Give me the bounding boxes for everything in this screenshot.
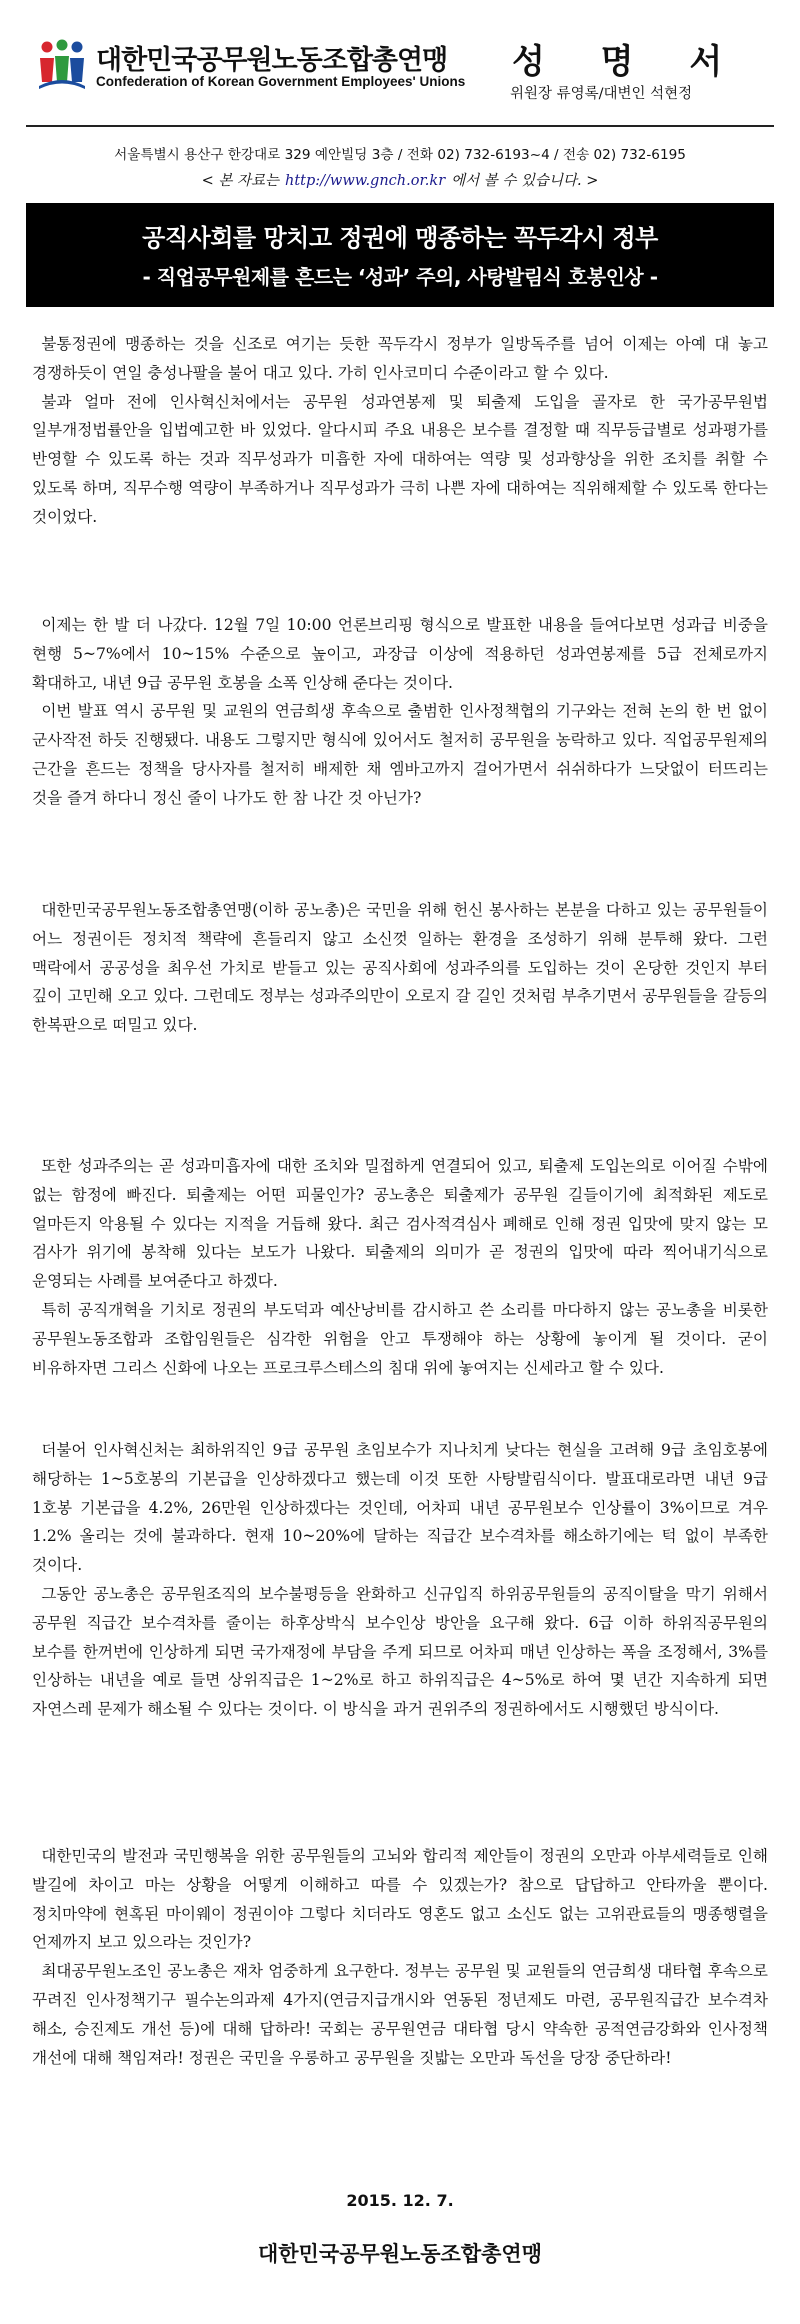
body-section-5	[32, 1436, 768, 1724]
header-divider	[26, 125, 774, 127]
body-paragraph: 대한민국공무원노동조합총연맹(이하 공노총)은 국민을 위해 헌신 봉사하는 본분을 다하고 있는 공무원들이 어느 정권이든 정치적 책략에 흔들리지 않고 소신껏 일하는 환경을 조성하기 위해 분투해 왔다. 그런 맥락에서 공공성을 최우선 가치로 받들고 있는 공직사회에 성과주의를 도입하는 것이 온당한 것인지 부터 깊이 고민해 오고 있다. 그런데도 정부는 성과주의만이 오로지 갈 길인 것처럼 부추기면서 공무원들을 갈등의 한복판으로 떠밀고 있다.	[32, 901, 768, 1035]
website-link[interactable]: http://www.gnch.or.kr	[285, 173, 446, 189]
document-title: 성 명 서	[512, 42, 745, 82]
website-notice	[0, 169, 800, 190]
body-paragraph: 이제는 한 발 더 나갔다. 12월 7일 10:00 언론브리핑 형식으로 발표한 내용을 들여다보면 성과급 비중을 현행 5~7%에서 10~15% 수준으로 높이고, 과장급 이상에 적용하던 성과연봉제를 5급 전체로까지 확대하고, 내년 9급 공무원 호봉을 소폭 인상해 준다는 것이다.	[32, 616, 768, 692]
headline-banner	[26, 203, 774, 307]
body-paragraph: 불과 얼마 전에 인사혁신처에서는 공무원 성과연봉제 및 퇴출제 도입을 골자로 한 국가공무원법 일부개정법률안을 입법예고한 바 있었다. 알다시피 주요 내용은 보수를 결정할 때 직무등급별로 성과평가를 반영할 수 있도록 하는 것과 직무성과가 미흡한 자에 대하여는 역량 및 성과향상을 위한 조치를 취할 수 있도록 하며, 직무수행 역량이 부족하거나 직무성과가 극히 나쁜 자에 대하여는 직위해제할 수 있도록 한다는 것이었다.	[32, 392, 768, 526]
union-logo-icon	[38, 38, 86, 90]
body-paragraph: 불통정권에 맹종하는 것을 신조로 여기는 듯한 꼭두각시 정부가 일방독주를 넘어 이제는 아예 대 놓고 경쟁하듯이 연일 충성나팔을 불어 대고 있다. 가히 인사코미디 수준이라고 할 수 있다.	[32, 335, 768, 382]
body-paragraph: 특히 공직개혁을 기치로 정권의 부도덕과 예산낭비를 감시하고 쓴 소리를 마다하지 않는 공노총을 비롯한 공무원노동조합과 조합임원들은 심각한 위험을 안고 투쟁해야 하는 상황에 놓이게 될 것이다. 굳이 비유하자면 그리스 신화에 나오는 프로크루스테스의 침대 위에 놓여지는 신세라고 할 수 있다.	[32, 1300, 768, 1377]
body-section-2	[32, 611, 768, 813]
body-paragraph: 이번 발표 역시 공무원 및 교원의 연금희생 후속으로 출범한 인사정책협의 기구와는 전혀 논의 한 번 없이 군사작전 하듯 진행됐다. 내용도 그렇지만 형식에 있어서도 철저히 공무원을 농락하고 있다. 직업공무원제의 근간을 흔드는 정책을 당사자를 철저히 배제한 채 엠바고까지 걸어가면서 쉬쉬하다가 느닷없이 터뜨리는 것을 즐겨 하다니 정신 줄이 나가도 한 참 나간 것 아닌가?	[32, 702, 768, 807]
body-paragraph: 최대공무원노조인 공노총은 재차 엄중하게 요구한다. 정부는 공무원 및 교원들의 연금희생 대타협 후속으로 꾸려진 인사정책기구 필수논의과제 4가지(연금지급개시와 연동된 정년제도 마련, 공무원직급간 보수격차 해소, 승진제도 개선 등)에 대해 답하라! 국회는 공무원연금 대타협 당시 약속한 공적연금강화와 인사정책 개선에 대해 책임져라! 정권은 국민을 우롱하고 공무원을 짓밟는 오만과 독선을 당장 중단하라!	[32, 1962, 768, 2067]
officials-line: 위원장 류영록/대변인 석현정	[510, 86, 693, 102]
body-section-3	[32, 896, 768, 1040]
body-section-6	[32, 1842, 768, 2072]
body-paragraph: 또한 성과주의는 곧 성과미흡자에 대한 조치와 밀접하게 연결되어 있고, 퇴출제 도입논의로 이어질 수밖에 없는 함정에 빠진다. 퇴출제는 어떤 피물인가? 공노총은 퇴출제가 공무원 길들이기에 최적화된 제도로 얼마든지 악용될 수 있다는 지적을 거듭해 왔다. 최근 검사적격심사 폐해로 인해 정권 입맛에 맞지 않는 모 검사가 위기에 봉착해 있다는 보도가 나왔다. 퇴출제의 의미가 곧 정권의 입맛에 따라 찍어내기식으로 운영되는 사례를 보여준다고 하겠다.	[32, 1157, 768, 1291]
body-paragraph: 대한민국의 발전과 국민행복을 위한 공무원들의 고뇌와 합리적 제안들이 정권의 오만과 아부세력들로 인해 발길에 차이고 마는 상황을 어떻게 이해하고 따를 수 있겠는가? 참으로 답답하고 안타까울 뿐이다. 정치마약에 현혹된 마이웨이 정권이야 그렇다 치더라도 영혼도 없고 소신도 없는 고위관료들의 맹종행렬을 언제까지 보고 있으라는 것인가?	[32, 1847, 768, 1952]
org-name-korean: 대한민국공무원노동조합총연맹	[96, 45, 448, 76]
org-name-english: Confederation of Korean Government Employees' Unions	[96, 74, 466, 89]
website-notice-prefix: < 본 자료는	[201, 173, 279, 189]
website-notice-suffix: 에서 볼 수 있습니다. >	[451, 173, 599, 189]
headline-title: 공직사회를 망치고 정권에 맹종하는 꼭두각시 정부	[142, 224, 658, 252]
contact-address: 서울특별시 용산구 한강대로 329 예안빌딩 3층 / 전화 02) 732-6193~4 / 전송 02) 732-6195	[114, 147, 686, 163]
document-date: 2015. 12. 7.	[346, 2191, 454, 2210]
signature-org: 대한민국공무원노동조합총연맹	[257, 2242, 542, 2266]
document-header	[0, 0, 800, 130]
headline-subtitle: - 직업공무원제를 흔드는 ‘성과’ 주의, 사탕발림식 호봉인상 -	[142, 265, 658, 289]
body-paragraph: 그동안 공노총은 공무원조직의 보수불평등을 완화하고 신규입직 하위공무원들의 공직이탈을 막기 위해서 공무원 직급간 보수격차를 줄이는 하후상박식 보수인상 방안을 요구해 왔다. 6급 이하 하위직공무원의 보수를 한꺼번에 인상하게 되면 국가재정에 부담을 주게 되므로 어차피 매년 인상하는 폭을 조정해서, 3%를 인상하는 내년을 예로 들면 상위직급은 1~2%로 하고 하위직급은 4~5%로 하여 몇 년간 지속하게 되면 자연스레 문제가 해소될 수 있다는 것이다. 이 방식을 과거 권위주의 정권하에서도 시행했던 방식이다.	[32, 1584, 768, 1719]
body-section-4	[32, 1152, 768, 1382]
body-paragraph: 더불어 인사혁신처는 최하위직인 9급 공무원 초임보수가 지나치게 낮다는 현실을 고려해 9급 초임호봉에 해당하는 1~5호봉의 기본급을 인상하겠다고 했는데 이것 또한 사탕발림식이다. 발표대로라면 내년 9급 1호봉 기본급을 4.2%, 26만원 인상하겠다는 것인데, 어차피 내년 공무원보수 인상률이 3%이므로 겨우 1.2% 올리는 것에 불과하다. 현재 10~20%에 달하는 직급간 보수격차를 해소하기에는 턱 없이 부족한 것이다.	[32, 1441, 768, 1575]
body-section-1	[32, 330, 768, 532]
